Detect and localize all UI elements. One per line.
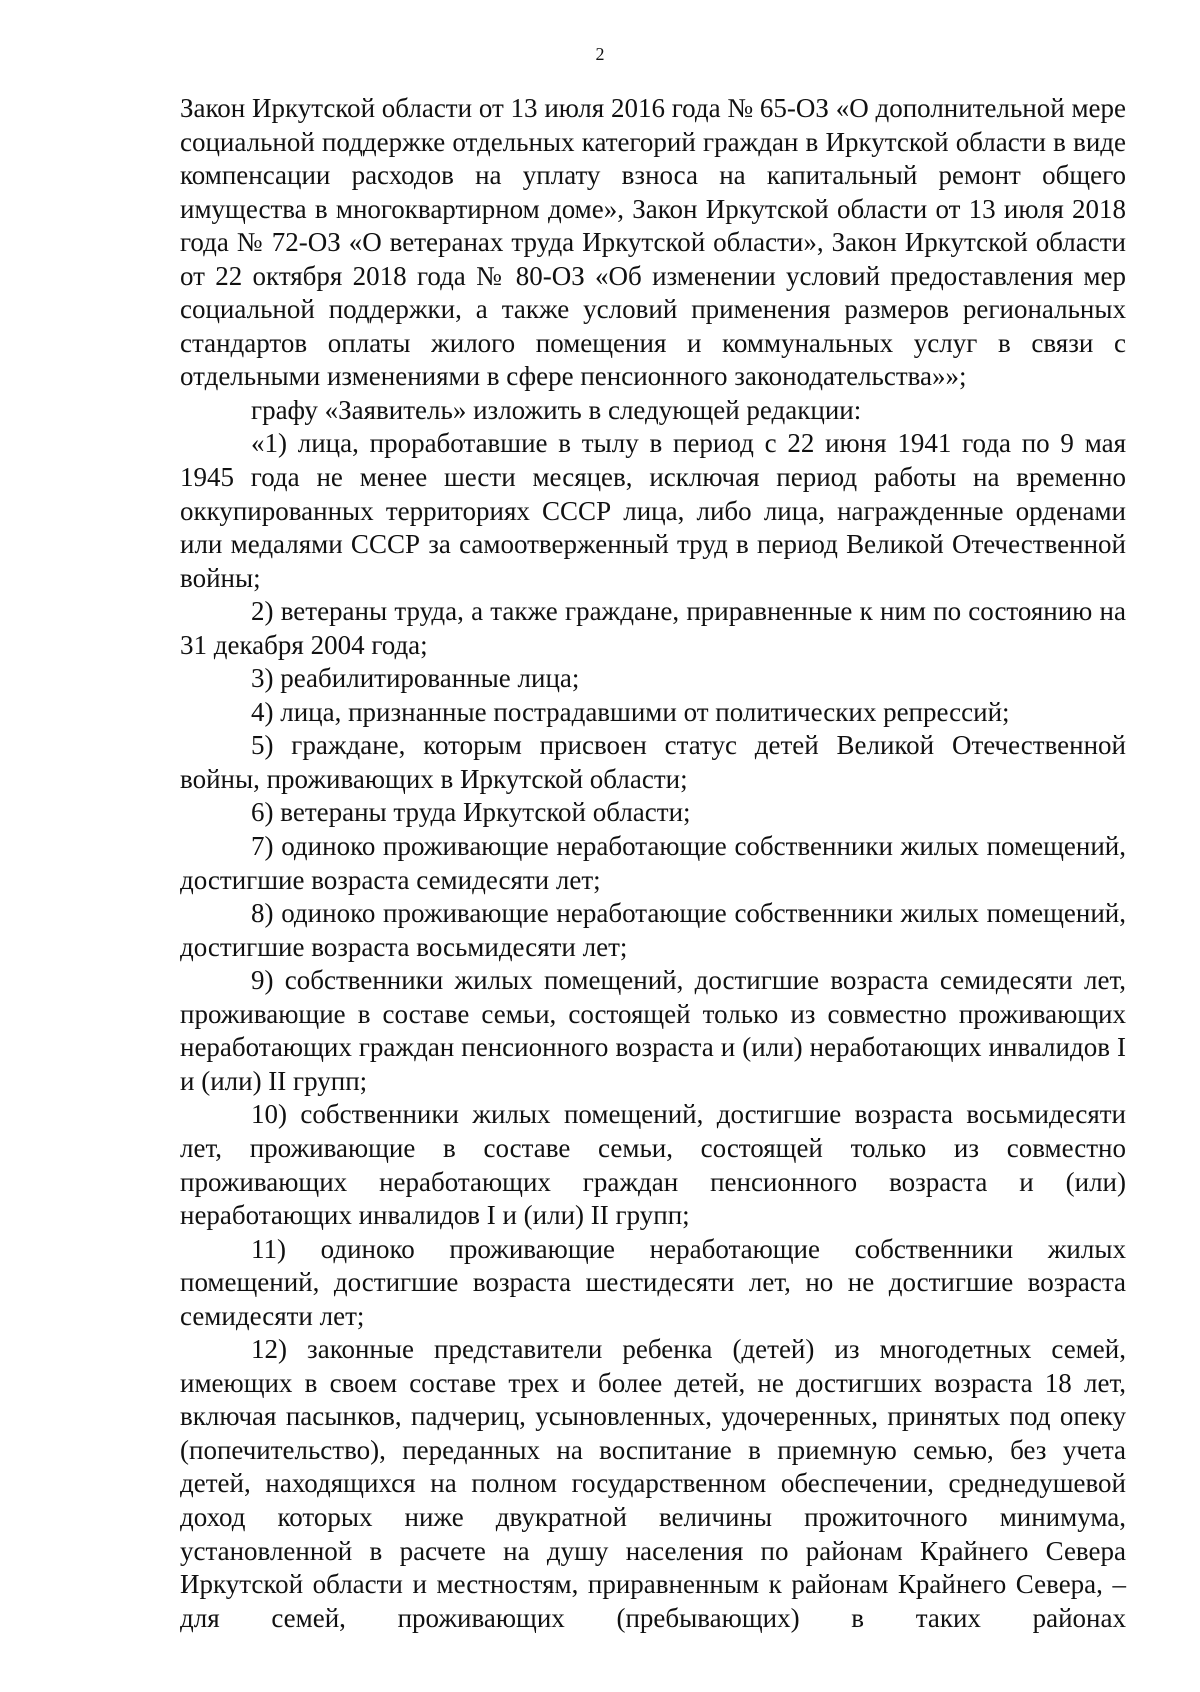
paragraph-applicant-column: графу «Заявитель» изложить в следующей редакции:: [251, 394, 862, 425]
list-item-9: 9) собственники жилых помещений, достигшие возраста семидесяти лет, проживающие в составе семьи, состоящей только из совместно проживающих неработающих граждан пенсионного возраста и (или) неработающих инвалидов I и (или) II групп;: [180, 965, 1126, 1096]
list-item-3: 3) реабилитированные лица;: [251, 663, 580, 694]
list-item-1: «1) лица, проработавшие в тылу в период с 22 июня 1941 года по 9 мая 1945 года не менее шести месяцев, исключая период работы на временно оккупированных территориях СССР лица, либо лица, награжденные орденами или медалями СССР за самоотверженный труд в период Великой Отечественной войны;: [180, 428, 1126, 593]
list-item-5: 5) граждане, которым присвоен статус детей Великой Отечественной войны, проживающих в Иркутской области;: [180, 730, 1126, 794]
list-item-7: 7) одиноко проживающие неработающие собственники жилых помещений, достигшие возраста семидесяти лет;: [180, 831, 1126, 895]
paragraph-law-list: Закон Иркутской области от 13 июля 2016 года № 65-ОЗ «О дополнительной мере социальной поддержке отдельных категорий граждан в Иркутской области в виде компенсации расходов на уплату взноса на капитальный ремонт общего имущества в многоквартирном доме», Закон Иркутской области от 13 июля 2018 года № 72-ОЗ «О ветеранах труда Иркутской области», Закон Иркутской области от 22 октября 2018 года № 80-ОЗ «Об изменении условий предоставления мер социальной поддержки, а также условий применения размеров региональных стандартов оплаты жилого помещения и коммунальных услуг в связи с отдельными изменениями в сфере пенсионного законодательства»»;: [180, 93, 1126, 392]
list-item-8: 8) одиноко проживающие неработающие собственники жилых помещений, достигшие возраста восьмидесяти лет;: [180, 898, 1126, 962]
page-number: 2: [595, 44, 605, 64]
list-item-4: 4) лица, признанные пострадавшими от политических репрессий;: [251, 696, 1010, 727]
list-item-2: 2) ветераны труда, а также граждане, приравненные к ним по состоянию на 31 декабря 2004 года;: [180, 596, 1126, 660]
list-item-12: 12) законные представители ребенка (детей) из многодетных семей, имеющих в своем составе трех и более детей, не достигших возраста 18 лет, включая пасынков, падчериц, усыновленных, удочеренных, принятых под опеку (попечительство), переданных на воспитание в приемную семью, без учета детей, находящихся на полном государственном обеспечении, среднедушевой доход которых ниже двукратной величины прожиточного минимума, установленной в расчете на душу населения по районам Крайнего Севера Иркутской области и местностям, приравненным к районам Крайнего Севера, – для семей, проживающих (пребывающих) в таких районах: [180, 1334, 1126, 1633]
list-item-11: 11) одиноко проживающие неработающие собственники жилых помещений, достигшие возраста шестидесяти лет, но не достигшие возраста семидесяти лет;: [180, 1233, 1126, 1331]
list-item-6: 6) ветераны труда Иркутской области;: [251, 797, 691, 828]
list-item-10: 10) собственники жилых помещений, достигшие возраста восьмидесяти лет, проживающие в составе семьи, состоящей только из совместно проживающих неработающих граждан пенсионного возраста и (или) неработающих инвалидов I и (или) II групп;: [180, 1099, 1126, 1231]
document-body: [180, 92, 1126, 1635]
